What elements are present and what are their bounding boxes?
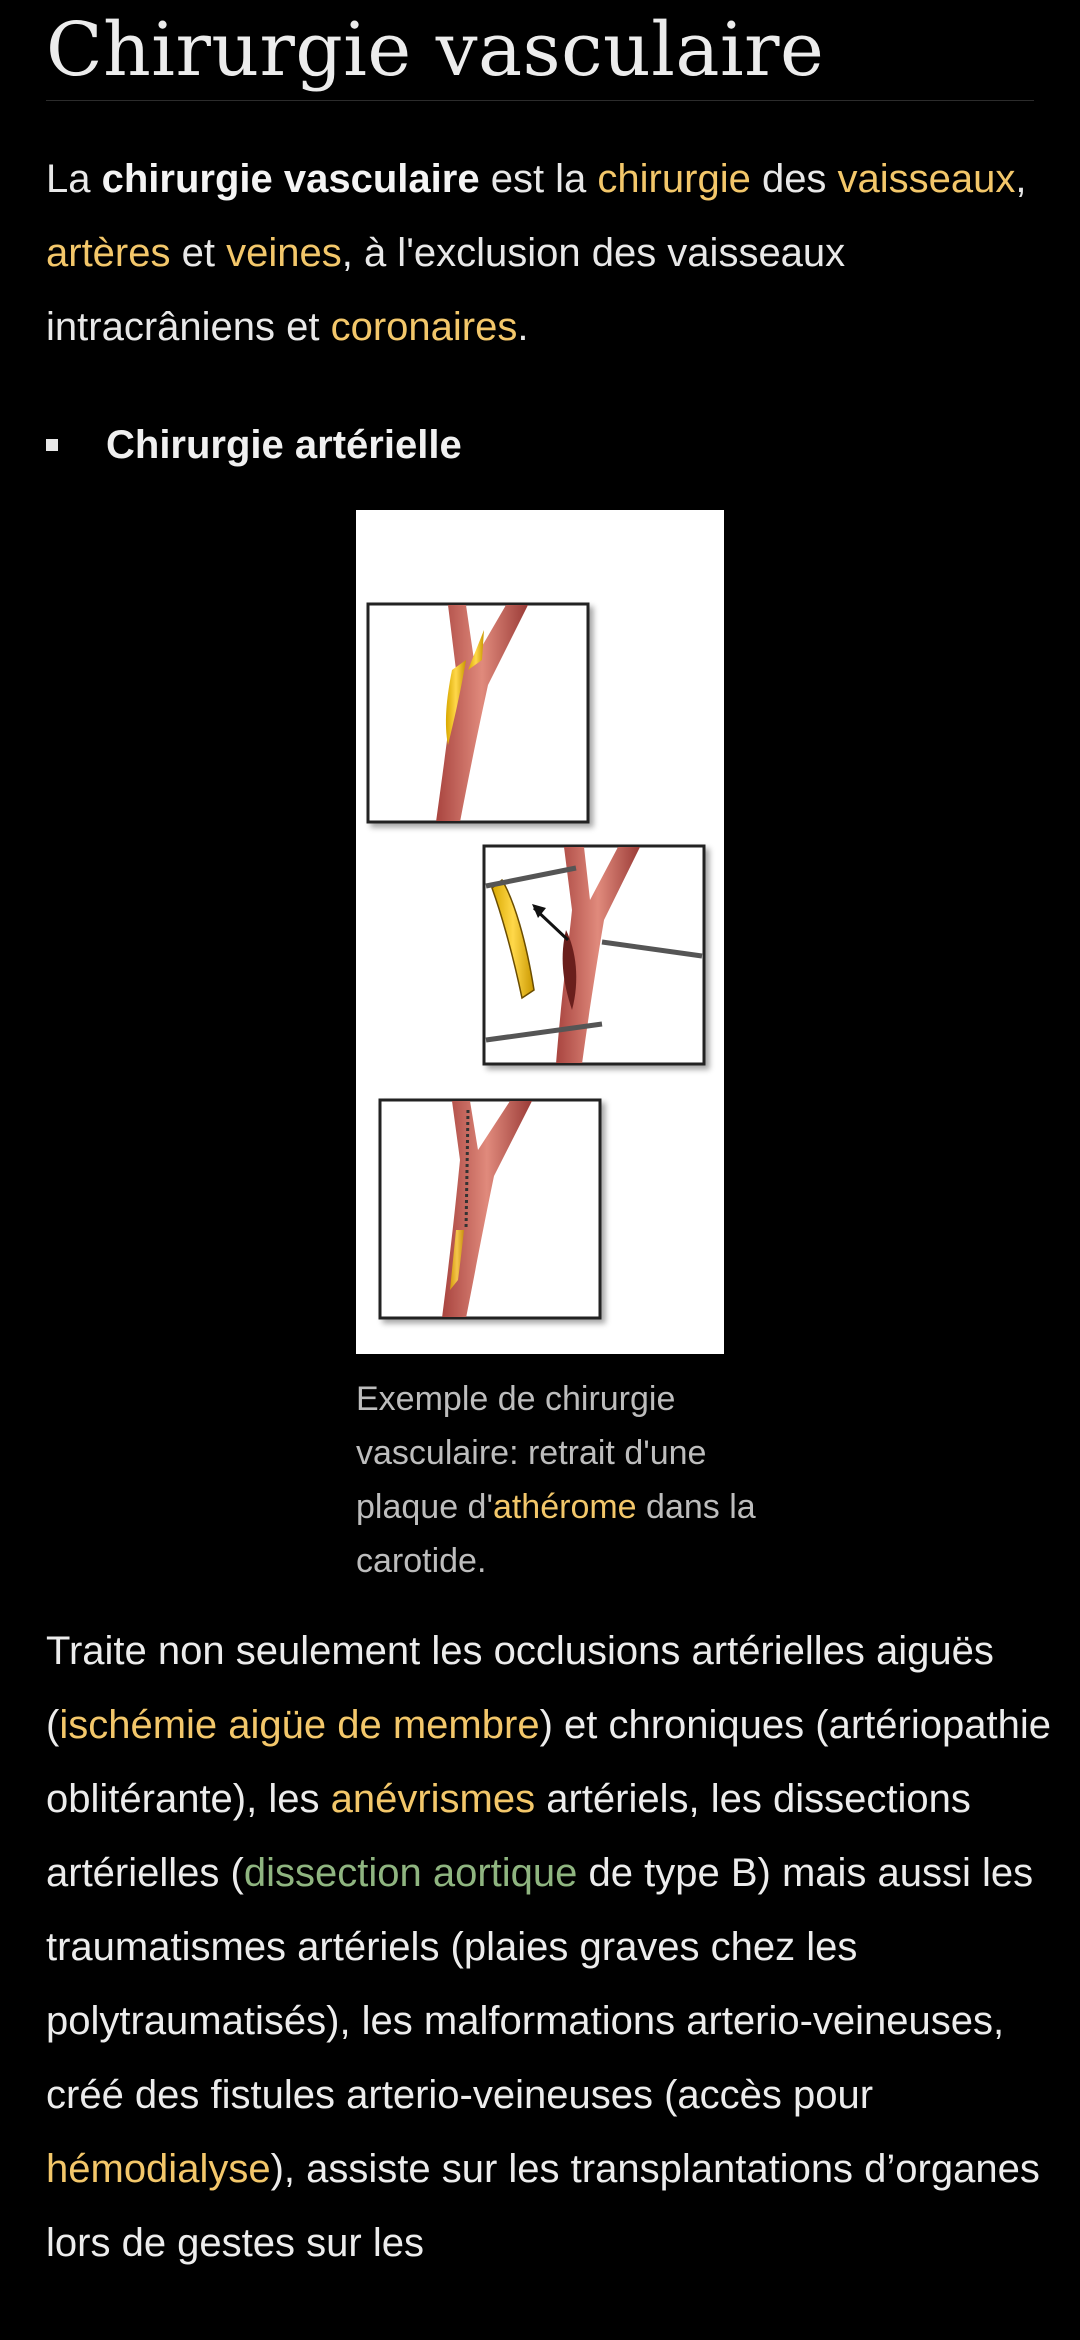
link-arteres[interactable]: artères [46,231,171,275]
body-text: Traite non seulement les occlusions artérielles aiguës ( [46,1629,994,1747]
body-text: ) et chroniques (artériopathie oblitérante), les [46,1703,1051,1821]
link-ischemie[interactable]: ischémie aigüe de membre [59,1703,540,1747]
caption-text: Exemple de chirurgie vasculaire: retrait d'une plaque d' [356,1380,707,1526]
link-anevrismes[interactable]: anévrismes [330,1777,536,1821]
caption-text: dans la carotide. [356,1488,756,1580]
link-dissection-aortique[interactable]: dissection aortique [243,1851,578,1895]
link-coronaires[interactable]: coronaires [330,305,518,349]
panel-removal [484,846,704,1064]
page-title: Chirurgie vasculaire [46,7,825,93]
bullet-marker [46,439,58,451]
intro-text: des [750,157,838,201]
section-heading: Chirurgie artérielle [106,422,462,467]
figure-caption [356,1372,756,1588]
panel-after [380,1100,600,1318]
intro-text: est la [479,157,598,201]
body-text: artériels, les dissections artérielles ( [46,1777,971,1895]
link-chirurgie[interactable]: chirurgie [597,157,751,201]
carotid-endarterectomy-illustration-icon [356,510,724,1354]
title-divider [46,100,1034,101]
panel-before [368,604,588,822]
intro-bold-term: chirurgie vasculaire [101,157,480,201]
section-bullet [46,415,462,475]
link-vaisseaux[interactable]: vaisseaux [837,157,1016,201]
link-atherome[interactable]: athérome [492,1488,637,1526]
intro-text: . [517,305,529,349]
intro-text: et [170,231,227,275]
carotid-surgery-illustration[interactable] [356,510,724,1354]
intro-text: , à l'exclusion des vaisseaux intracrâniens et [46,231,846,349]
intro-text: , [1015,157,1027,201]
body-paragraph [46,1614,1056,2280]
link-hemodialyse[interactable]: hémodialyse [46,2147,271,2191]
body-text: ), assiste sur les transplantations d’organes lors de gestes sur les [46,2147,1040,2265]
link-veines[interactable]: veines [226,231,342,275]
intro-paragraph [46,142,1036,364]
body-text: de type B) mais aussi les traumatismes artériels (plaies graves chez les polytraumatisés), les malformations arterio-veineuses, créé des fistules arterio-veineuses (accès pour [46,1851,1034,2117]
intro-text: La [46,157,102,201]
